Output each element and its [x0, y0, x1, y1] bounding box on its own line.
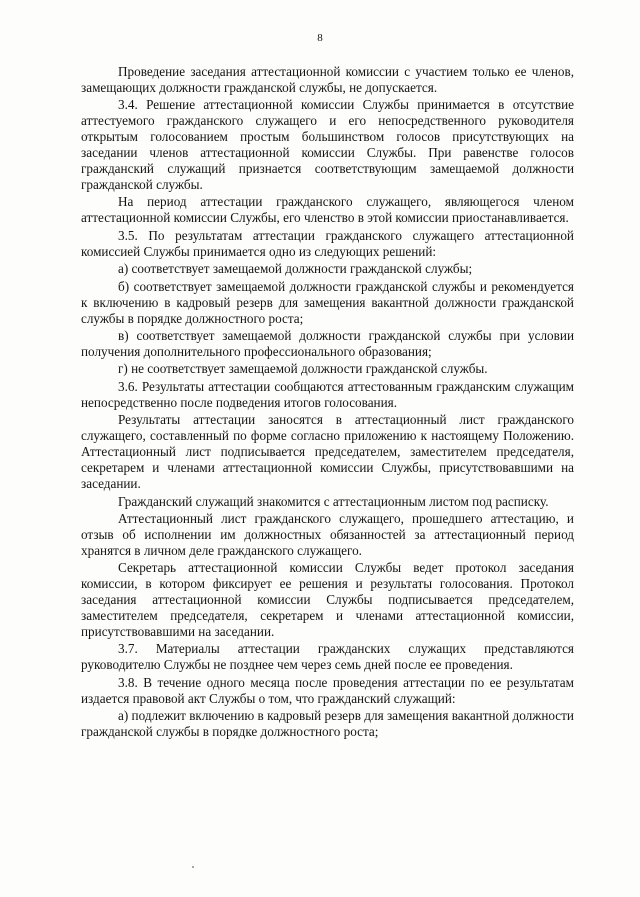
list-item-g: г) не соответствует замещаемой должности гражданской службы. [118, 361, 488, 377]
paragraph-attestation-sheet: Результаты аттестации заносятся в аттестационный лист гражданского служащего, составленный по форме согласно приложению к настоящему Положению. Аттестационный лист подписывается председателем, заместителем председателя, секретарем и членами аттестационной комиссии Службы, присутствовавшими на заседании. [81, 412, 574, 491]
paragraph-3-5-results: 3.5. По результатам аттестации гражданского служащего аттестационной комиссией Службы принимается одно из следующих решений: [81, 227, 574, 259]
paragraph-commission-quorum: Проведение заседания аттестационной комиссии с участием только ее членов, замещающих должности гражданской службы, не допускается. [81, 64, 574, 95]
scan-dot [192, 866, 194, 868]
list-item-b: б) соответствует замещаемой должности гражданской службы и рекомендуется к включению в кадровый резерв для замещения вакантной должности гражданской службы в порядке должностного роста; [81, 278, 574, 326]
paragraph-3-7-materials: 3.7. Материалы аттестации гражданских служащих представляются руководителю Службы не позднее чем через семь дней после ее проведения. [81, 641, 574, 673]
paragraph-3-4-decision: 3.4. Решение аттестационной комиссии Службы принимается в отсутствие аттестуемого гражданского служащего и его непосредственного руководителя открытым голосованием простым большинством голосов присутствующих на заседании членов аттестационной комиссии Службы. При равенстве голосов гражданский служащий признается соответствующим замещаемой должности гражданской службы. [81, 97, 574, 192]
list-item-v: в) соответствует замещаемой должности гражданской службы при условии получения дополнительного профессионального образования; [81, 328, 574, 359]
list-item-a: а) соответствует замещаемой должности гражданской службы; [118, 261, 473, 277]
paragraph-signature-acknowledgement: Гражданский служащий знакомится с аттестационным листом под расписку. [118, 493, 549, 509]
paragraph-personal-file: Аттестационный лист гражданского служащего, прошедшего аттестацию, и отзыв об исполнении им должностных обязанностей за аттестационный период хранятся в личном деле гражданского служащего. [81, 511, 574, 558]
paragraph-3-8-legal-act: 3.8. В течение одного месяца после проведения аттестации по ее результатам издается правовой акт Службы о том, что гражданский служащий: [81, 674, 574, 706]
list-item-a-reserve: а) подлежит включению в кадровый резерв для замещения вакантной должности гражданской службы в порядке должностного роста; [81, 708, 574, 740]
page-number: 8 [317, 32, 323, 44]
paragraph-3-6-announcement: 3.6. Результаты аттестации сообщаются аттестованным гражданским служащим непосредственно после подведения итогов голосования. [81, 378, 574, 410]
paragraph-membership-suspension: На период аттестации гражданского служащего, являющегося членом аттестационной комиссии Службы, его членство в этой комиссии приостанавливается. [81, 194, 574, 226]
document-body [81, 64, 574, 742]
paragraph-protocol: Секретарь аттестационной комиссии Службы ведет протокол заседания комиссии, в котором фиксирует ее решения и результаты голосования. Протокол заседания аттестационной комиссии Службы подписывается председателем, заместителем председателя, секретарем и членами аттестационной комиссии, присутствовавшими на заседании. [81, 560, 574, 639]
